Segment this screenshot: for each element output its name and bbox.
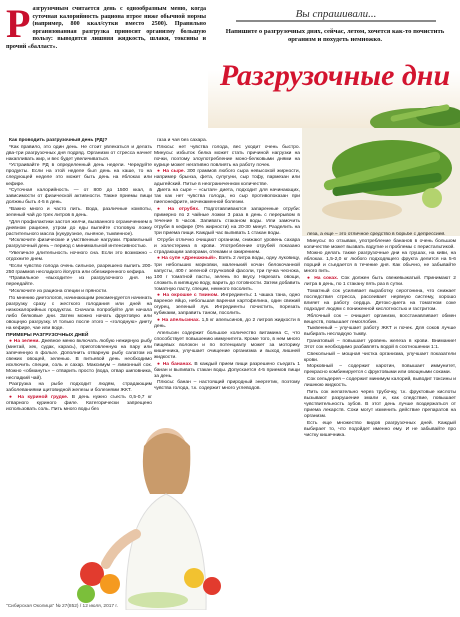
body-paragraph: *Важно много и часто пить. Вода, различные компоты, зеленый чай до трех литров в день. [6, 206, 152, 218]
bullet-icon: ● [157, 361, 163, 367]
bullet-icon: ● [307, 276, 315, 282]
body-paragraph: Апельсин содержит большое количество витамина С, что способствует повышению иммунитета. Кроме того, в нем много пищевых волокон и по потенциалу может за моторику кишечника, улучшает очищение организма и выход лишней жидкости. [154, 330, 300, 360]
diet-day-label: На отрубях. [167, 206, 200, 212]
diet-day-label: На зелени. [13, 339, 40, 345]
body-paragraph: Разгрузка на рыбе подходит людям, страдающим заболеваниями щитовидной железы и болезнями ЖКТ. [6, 382, 152, 394]
body-paragraph: Минусы: по отзывам, употребление бананов в очень большом количестве может вызвать вздутие и проблемы с перистальтикой. [304, 238, 456, 250]
body-paragraph: *Для профилактики застоя желчи, вызванного ограничением в дневном рационе, утром до еды выпейте столовую ложку растительного масла (кукурузное, льняное, тыквенное). [6, 219, 152, 237]
dropcap: Р [6, 1, 31, 46]
body-paragraph: *Если чувство голода очень сильное, разрешено выпить 200-250 граммов несладкого йогурта или обезжиренного кефира. [6, 263, 152, 275]
diet-day-label: На куриной грудке. [17, 394, 69, 400]
diet-day-paragraph [304, 276, 456, 288]
diet-day-text: Ингредиенты: 1 чашка тана, одно вареное яйцо, небольшая вареная картофелина, один свежий огурец, зеленый лук. Ингредиенты почистить, порезать кубиками, заправить таном, посолить. [154, 293, 300, 317]
bullet-icon: ● [9, 394, 18, 400]
bullet-icon: ● [9, 339, 14, 345]
body-paragraph: Есть еще множество видов разгрузочных дней. Каждый выбирает то, что подойдет именно ему. И не забывайте про чистку кишечника. [304, 420, 456, 438]
diet-day-text: Сок должен быть свежевыжатый. Принимают 2 литра в день, по 1 стакану пять раз в сутки. [304, 276, 456, 288]
bullet-icon: ● [157, 206, 168, 212]
body-paragraph: *Правильное «выходите» из разгрузочного дня. Не переедайте. [6, 276, 152, 288]
woman-with-fruits-photo [66, 424, 234, 610]
body-paragraph: Отруби отлично очищают организм, снижают уровень сахара и холестерина в крови. Употребление отрубей показано страдающим запорами, отеками и ожирением. [154, 237, 300, 255]
bullet-icon: ● [157, 318, 162, 324]
body-paragraph: *Увеличьте длительность ночного сна. Если это возможно – отдохните днем. [6, 251, 152, 263]
bullet-icon: ● [157, 169, 163, 175]
body-paragraph: Диета на сыре – «сытая» диета, подходит для начинающих, так как нет чувства голода, но сыр противопоказан при пиелонефрите, мочекаменной болезни. [154, 188, 300, 206]
bullet-icon: ● [157, 256, 162, 262]
diet-day-label: На апельсинах. [161, 318, 200, 324]
issue-footer: "Сибирская Околица" № 27(852) / 12 июля, 2017 г. [6, 604, 118, 609]
body-paragraph: Морковный – содержит каротин, повышает иммунитет, прекрасно комбинируется с фруктовыми или овощными соками. [304, 364, 456, 376]
diet-day-text: Дневное меню включать любую нежирную рыбу (минтай, хек, судак, карась), приготовленную на пару или запеченную в фольге. Дополнить отварную рыбу салатом из свежих овощей, зеленью. В питьевой день необходимо исключить специи, соль и сахар. Максимум – лимонный сок. Можно «обмануть» – отварить просто (вода, отвар шиповника, несладкий чай). [6, 339, 152, 381]
body-paragraph: По мнению диетологов, начинающим рекомендуется начинать разгрузку сразу с жесткого голодания или дней на низкокалорийных продуктах. Сначала попробуйте для начала либо белковые дни. Затем можно начать фруктовую или овощную разгрузку. И только после этого – «голодную» диету на кефире, чае или воде. [6, 295, 152, 331]
section-subheading: ПРИМЕРЫ РАЗГРУЗОЧНЫХ ДНЕЙ [6, 332, 89, 338]
diet-day-paragraph [6, 339, 152, 381]
diet-day-paragraph [154, 318, 300, 330]
body-paragraph: *Устраивайте РД в определенный день недели. Чередуйте продукты. Если на этой неделе был день на каше, то на следующей неделе это может быть день на яблоках или кефире. [6, 163, 152, 187]
article-header [208, 0, 460, 128]
diet-day-text: В день нужно съесть 0,5-0,7 кг отварного куриного филе. Категорически запрещено использовать соль. Пить много воды без [6, 394, 152, 412]
body-paragraph: *Суточная калорийность — от 800 до 1500 ккал, в зависимости от физической активности. Также приемы пищи должны быть 4-5 в день. [6, 188, 152, 206]
body-paragraph: Тыквенный – улучшает работу ЖКТ и почек. Для соков лучше выбирать несладкую тыкву. [304, 326, 456, 338]
body-paragraph: Гранатовый – повышает уровень железа в крови. Внимание! Этот сок необходимо разбавлять водой в соотношении 1:1. [304, 338, 456, 350]
intro-lead [6, 1, 206, 132]
diet-day-label: На бананах. [162, 361, 193, 367]
body-paragraph: Плюсы: банан – настоящий природный энергетик, поэтому чувства голода, т.к. содержит много углеводов. [154, 380, 300, 392]
body-paragraph: *Исключите физические и умственные нагрузки. Правильный разгрузочный день – период с минимальной интенсивностью. [6, 238, 152, 250]
body-paragraph: Сок сельдерея – содержит минимум калорий, выводит токсины и лишнюю жидкость. [304, 377, 456, 389]
diet-day-text: Взять 2 литра воды, одну луковицу, три небольших морковки, маленький кочан белокочанной капусты, 400 г зеленой стручковой фасоли, три пучка чеснока, 100 г томатной пасты, зелень по вкусу. Нарезать овощи, сложить в кипящую воду, варить до готовности. Затем добавить томатную пасту, специи, немного посолить. [154, 256, 300, 292]
diet-day-text: В каждый прием пищи разрешено съедать 1 банан и выпивать стакан воды. Допускается 4-5 приемов пищи за день. [154, 361, 300, 379]
diet-day-paragraph [154, 362, 300, 380]
diet-day-label: На окрошке с тмином. [162, 293, 219, 299]
diet-day-text: 300 граммов любого сыра невысокой жирности, например брынза, фета, сулугуни, сыр тофу, пармезан или адыгейский. Питье в неограниченном количестве. [154, 169, 300, 187]
diet-day-paragraph [154, 256, 300, 292]
bullet-icon: ● [157, 293, 163, 299]
body-paragraph: газа и чая без сахара. [157, 138, 208, 143]
diet-day-label: На соках. [314, 276, 339, 282]
diet-day-paragraph [6, 395, 152, 413]
body-paragraph: леза, а еще – это отличное средство в борьбе с депрессией. [307, 232, 446, 237]
body-paragraph: Можно делать также разгрузочные дни на грушах, на киви, на яблоках. 1,5-2,0 кг любого подходящего фрукта делится на 5-6 порций и съедается в течение дня. Как обычно, не забывайте много пить. [304, 251, 456, 275]
vegetables-photo [302, 128, 460, 236]
intro-text: азгрузочным считается день с однообразным меню, когда суточная калорийность рациона втрое ниже обычной нормы (например, 800 ккал/сутки вместо 2500). Правильно организованная разгрузка приносит организму большую пользу: выводятся лишняя жидкость, шлаки, токсины и прочий «балласт». [6, 6, 206, 50]
diet-day-paragraph [154, 293, 300, 317]
diet-day-paragraph [154, 207, 300, 237]
body-paragraph: *Исключите из рациона специи и пряности. [9, 289, 108, 295]
diet-day-label: На супе «Дренажный». [161, 256, 218, 262]
body-paragraph: *Как правило, это один день. Не стоит увлекаться и делать два-три разгрузочных дня подряд. Организм от стресса начнет накапливать жир, и вес будет увеличиваться. [6, 144, 152, 162]
question-heading: Как проводить разгрузочный день (РД)? [9, 138, 108, 143]
body-paragraph: Пить сок желательно через трубочку, т.к. фруктовые кислоты вызывают разрушение эмали и, как следствие, повышает чувствительность зубов. В этот день лучше воздержаться от приема лекарств. Соки могут изменить действие препаратов на организм. [304, 389, 456, 419]
rubric-label: Вы спрашивали... [236, 8, 436, 22]
diet-day-text: 1,5 кг апельсинов, до 2 литров жидкости в день. [154, 318, 300, 330]
body-paragraph: Плюсы: нет чувства голода, вес уходит очень быстро. Минусы: избыток белка может стать причиной нагрузки на почки, поэтому злоупотребление моно-белковыми днями на курице может негативно повлиять на работу почек. [154, 144, 300, 168]
body-paragraph: Свекольный – мощная чистка организма, улучшает показатели крови. [304, 351, 456, 363]
column-2 [154, 138, 300, 406]
article-title: Разгрузочные дни [219, 59, 451, 92]
reader-question: Напишите о разгрузочных днях, сейчас, летом, хочется как-то почистить организм и похудеть немножко. [225, 28, 445, 43]
column-3 [304, 232, 456, 610]
diet-day-paragraph [154, 169, 300, 187]
diet-day-label: На сыре. [162, 169, 186, 175]
diet-day-text: Подготавливаются запаренные отруби: примерно по 2 чайные ложки 3 раза в день с перерывом в течение 5 часов. Запивать стаканом воды. Или замочить отруби в кефире (0% жирности) на 20-30 минут. Разделить на три приема пищи. Каждый час выпивать 1 стакан воды. [154, 206, 300, 237]
body-paragraph: Яблочный сок – очищает организм, восстанавливает обмен веществ, повышает гемоглобин. [304, 313, 456, 325]
body-paragraph: Томатный сок усиливает выработку серотонина, что снижает последствия стресса, рассеивает нервную систему, хорошо влияет на работу сердца. Детокс-диета на томатном соке подходит людям с пониженной кислотностью и гастритом. [304, 288, 456, 312]
